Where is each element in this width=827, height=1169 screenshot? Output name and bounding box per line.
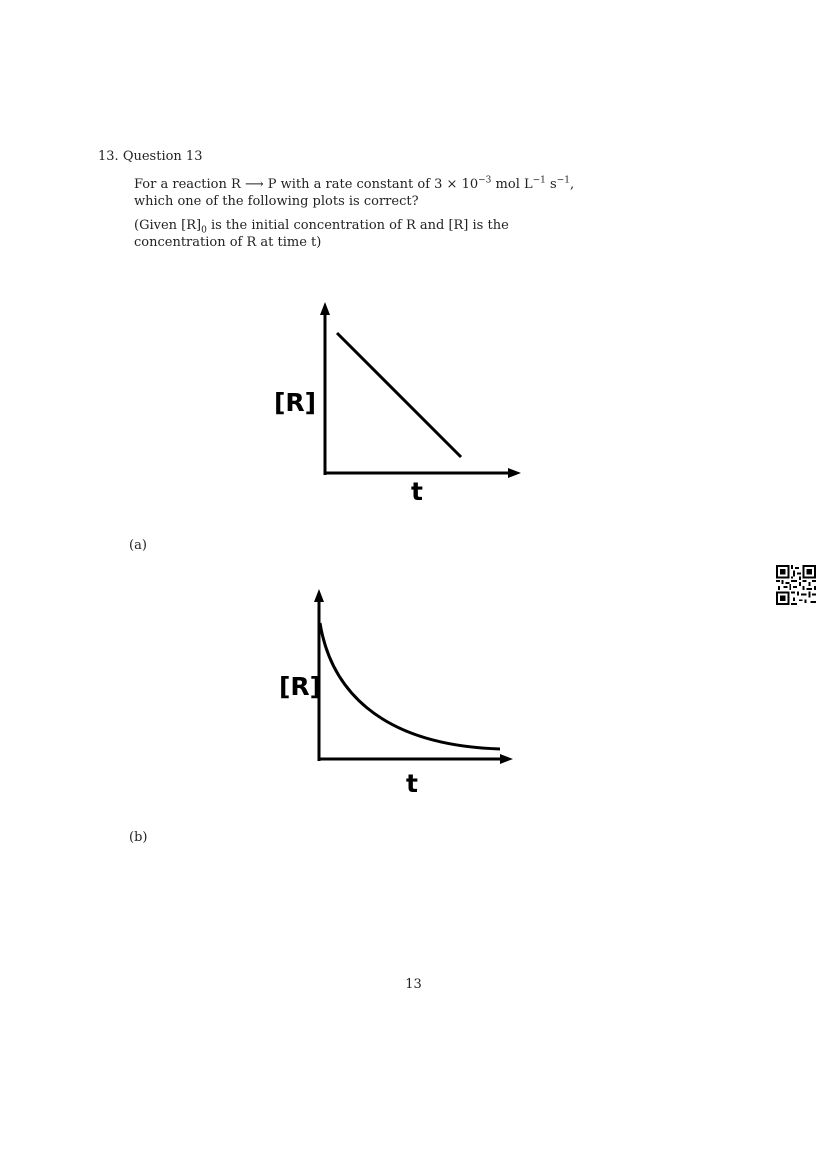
given-note xyxy=(134,218,604,251)
concentration-curve xyxy=(320,623,500,749)
question-title: Question 13 xyxy=(122,149,203,164)
plot-b xyxy=(270,585,530,797)
question-text-part: , which one of the following plots is correct? xyxy=(134,177,575,209)
qr-code-icon xyxy=(776,565,816,605)
x-axis-arrowhead xyxy=(508,468,521,478)
given-text-part: is the initial concentration of R and [R] is the concentration of R at time t) xyxy=(134,218,509,250)
question-text-part: mol L xyxy=(491,177,533,192)
y-axis-label: [R] xyxy=(279,672,322,701)
question-heading xyxy=(98,149,202,164)
option-a-label: (a) xyxy=(129,538,147,553)
question-text-part: P with a rate constant of 3 × 10 xyxy=(267,177,479,192)
exponent: −1 xyxy=(556,175,570,186)
subscript: 0 xyxy=(201,225,207,236)
y-axis-arrowhead xyxy=(320,302,330,315)
exponent: −3 xyxy=(478,175,492,186)
page-number: 13 xyxy=(405,977,422,992)
question-text xyxy=(134,177,604,210)
reaction-arrow: ⟶ xyxy=(244,177,264,192)
y-axis-label: [R] xyxy=(274,388,317,417)
exponent: −1 xyxy=(532,175,546,186)
question-number: 13. xyxy=(98,149,119,164)
question-text-part: For a reaction R xyxy=(134,177,241,192)
concentration-line xyxy=(337,333,461,457)
question-text-part: s xyxy=(545,177,557,192)
plot-a xyxy=(260,298,530,510)
option-b-label: (b) xyxy=(129,830,148,845)
y-axis-arrowhead xyxy=(314,589,324,602)
x-axis-arrowhead xyxy=(500,754,513,764)
given-text-part: (Given [R] xyxy=(134,218,202,233)
x-axis-label: t xyxy=(406,769,418,797)
x-axis-label: t xyxy=(411,477,423,506)
